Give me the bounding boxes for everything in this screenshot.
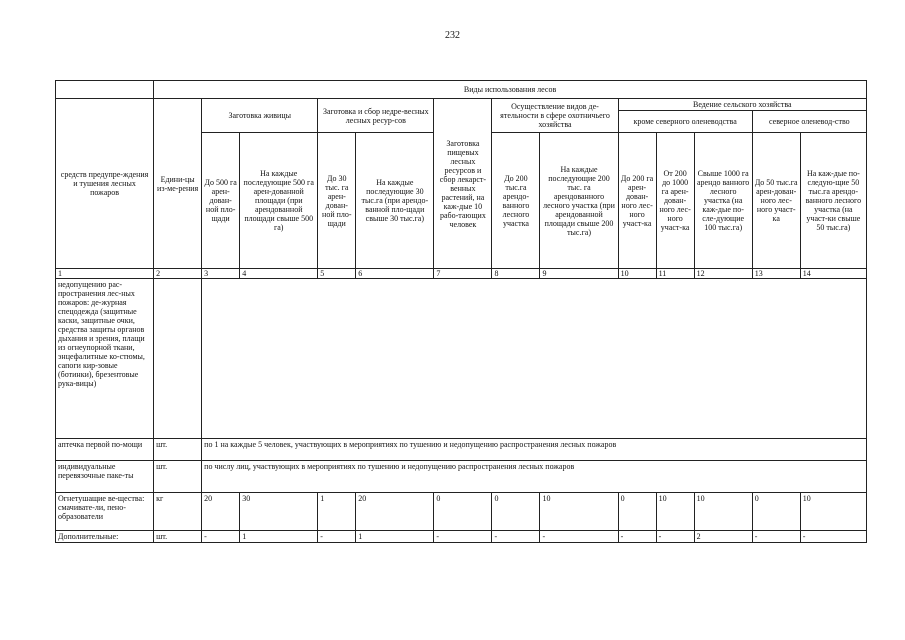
header-group-krome: кроме северного оленеводства — [618, 111, 752, 133]
column-numbers-row — [56, 269, 867, 279]
table-cell: 20 — [356, 493, 434, 531]
row-span-text: по числу лиц, участвующих в мероприятиях по тушению и недопущению распространения лесных пожаров — [202, 461, 867, 493]
header-c3: До 500 га арен-дован-ной пло-щади — [202, 133, 240, 269]
col-number: 7 — [434, 269, 492, 279]
table-cell: 1 — [240, 531, 318, 543]
row-name: недопущению рас-пространения лес-ных пожаров: де-журная спецодежда (защитные каски, защитные очки, средства защиты органов дыхания и зрения, плащи из огнеупорной ткани, энцефалитные ко-стюмы, сапоги кир-зовые (ботинки), брезентовые рука-вицы) — [56, 279, 154, 439]
table-cell: - — [656, 531, 694, 543]
table-cell: - — [800, 531, 866, 543]
row-name: Огнетушащие ве-щества: смачивате-ли, пено-образователи — [56, 493, 154, 531]
col-number: 6 — [356, 269, 434, 279]
header-blank — [56, 81, 154, 99]
table-row — [56, 531, 867, 543]
table-cell: 2 — [694, 531, 752, 543]
header-c13: До 50 тыс.га арен-дован-ного лес-ного участ-ка — [752, 133, 800, 269]
row-name: Дополнительные: — [56, 531, 154, 543]
page-number: 232 — [445, 30, 460, 41]
table-cell: - — [540, 531, 618, 543]
header-col7: Заготовка пищевых лесных ресурсов и сбор лекарст-венных растений, на каж-дые 10 рабо-тающих человек — [434, 99, 492, 269]
header-col2: Едини-цы из-ме-рения — [154, 99, 202, 269]
col-number: 3 — [202, 269, 240, 279]
row-span-text — [202, 279, 867, 439]
table-cell: 0 — [618, 493, 656, 531]
table-cell: 0 — [752, 493, 800, 531]
header-group-selsk: Ведение сельского хозяйства — [618, 99, 866, 111]
header-c9: На каждые последующие 200 тыс. га арендованного лесного участка (при арендованной площади свыше 200 тыс.га) — [540, 133, 618, 269]
header-c14: На каж-дые по-следую-щие 50 тыс.га арендо-ванного лесного участка (на участ-ки свыше 50 тыс.га) — [800, 133, 866, 269]
col-number: 8 — [492, 269, 540, 279]
row-name: индивидуальные перевязочные паке-ты — [56, 461, 154, 493]
header-group-okhot: Осуществление видов де-ятельности в сфере охотничьего хозяйства — [492, 99, 618, 133]
table-cell: 1 — [356, 531, 434, 543]
table-cell: 0 — [434, 493, 492, 531]
table-cell: - — [752, 531, 800, 543]
table-cell: 20 — [202, 493, 240, 531]
col-number: 1 — [56, 269, 154, 279]
norms-table — [55, 80, 867, 543]
table-cell: - — [618, 531, 656, 543]
table-row — [56, 493, 867, 531]
row-span-text: по 1 на каждые 5 человек, участвующих в мероприятиях по тушению и недопущению распространения лесных пожаров — [202, 439, 867, 461]
table-row — [56, 279, 867, 439]
col-number: 14 — [800, 269, 866, 279]
table-cell: 1 — [318, 493, 356, 531]
header-main-group: Виды использования лесов — [154, 81, 867, 99]
table-cell: - — [202, 531, 240, 543]
col-number: 4 — [240, 269, 318, 279]
header-group-nedrevesnye: Заготовка и сбор недре-весных лесных ресур-сов — [318, 99, 434, 133]
row-unit — [154, 279, 202, 439]
header-c4: На каждые последующие 500 га арен-дованной площади (при арендованной площади свыше 500 га) — [240, 133, 318, 269]
table-cell: 10 — [540, 493, 618, 531]
row-unit: шт. — [154, 531, 202, 543]
col-number: 12 — [694, 269, 752, 279]
header-c8: До 200 тыс.га арендо-ванного лесного участка — [492, 133, 540, 269]
header-c10: До 200 га арен-дован-ного лес-ного участ-ка — [618, 133, 656, 269]
col-number: 5 — [318, 269, 356, 279]
header-c11: От 200 до 1000 га арен-дован-ного лес-ного участ-ка — [656, 133, 694, 269]
col-number: 11 — [656, 269, 694, 279]
col-number: 2 — [154, 269, 202, 279]
header-c6: На каждые последующие 30 тыс.га (при арендо-ванной пло-щади свыше 30 тыс.га) — [356, 133, 434, 269]
table-cell: 10 — [656, 493, 694, 531]
table-cell: 0 — [492, 493, 540, 531]
table-cell: 10 — [694, 493, 752, 531]
table-cell: 30 — [240, 493, 318, 531]
row-unit: шт. — [154, 461, 202, 493]
row-unit: кг — [154, 493, 202, 531]
table-cell: - — [318, 531, 356, 543]
row-unit: шт. — [154, 439, 202, 461]
table-row — [56, 439, 867, 461]
table-cell: 10 — [800, 493, 866, 531]
header-c5: До 30 тыс. га арен-дован-ной пло-щади — [318, 133, 356, 269]
col-number: 10 — [618, 269, 656, 279]
table-row — [56, 461, 867, 493]
table-cell: - — [492, 531, 540, 543]
col-number: 13 — [752, 269, 800, 279]
table-cell: - — [434, 531, 492, 543]
header-c12: Свыше 1000 га арендо ванного лесного участка (на каж-дые по-сле-дующие 100 тыс.га) — [694, 133, 752, 269]
header-group-sever: северное оленевод-ство — [752, 111, 866, 133]
header-group-zhivitsa: Заготовка живицы — [202, 99, 318, 133]
row-name: аптечка первой по-мощи — [56, 439, 154, 461]
col-number: 9 — [540, 269, 618, 279]
header-col1: средств предупре-ждения и тушения лесных пожаров — [56, 99, 154, 269]
